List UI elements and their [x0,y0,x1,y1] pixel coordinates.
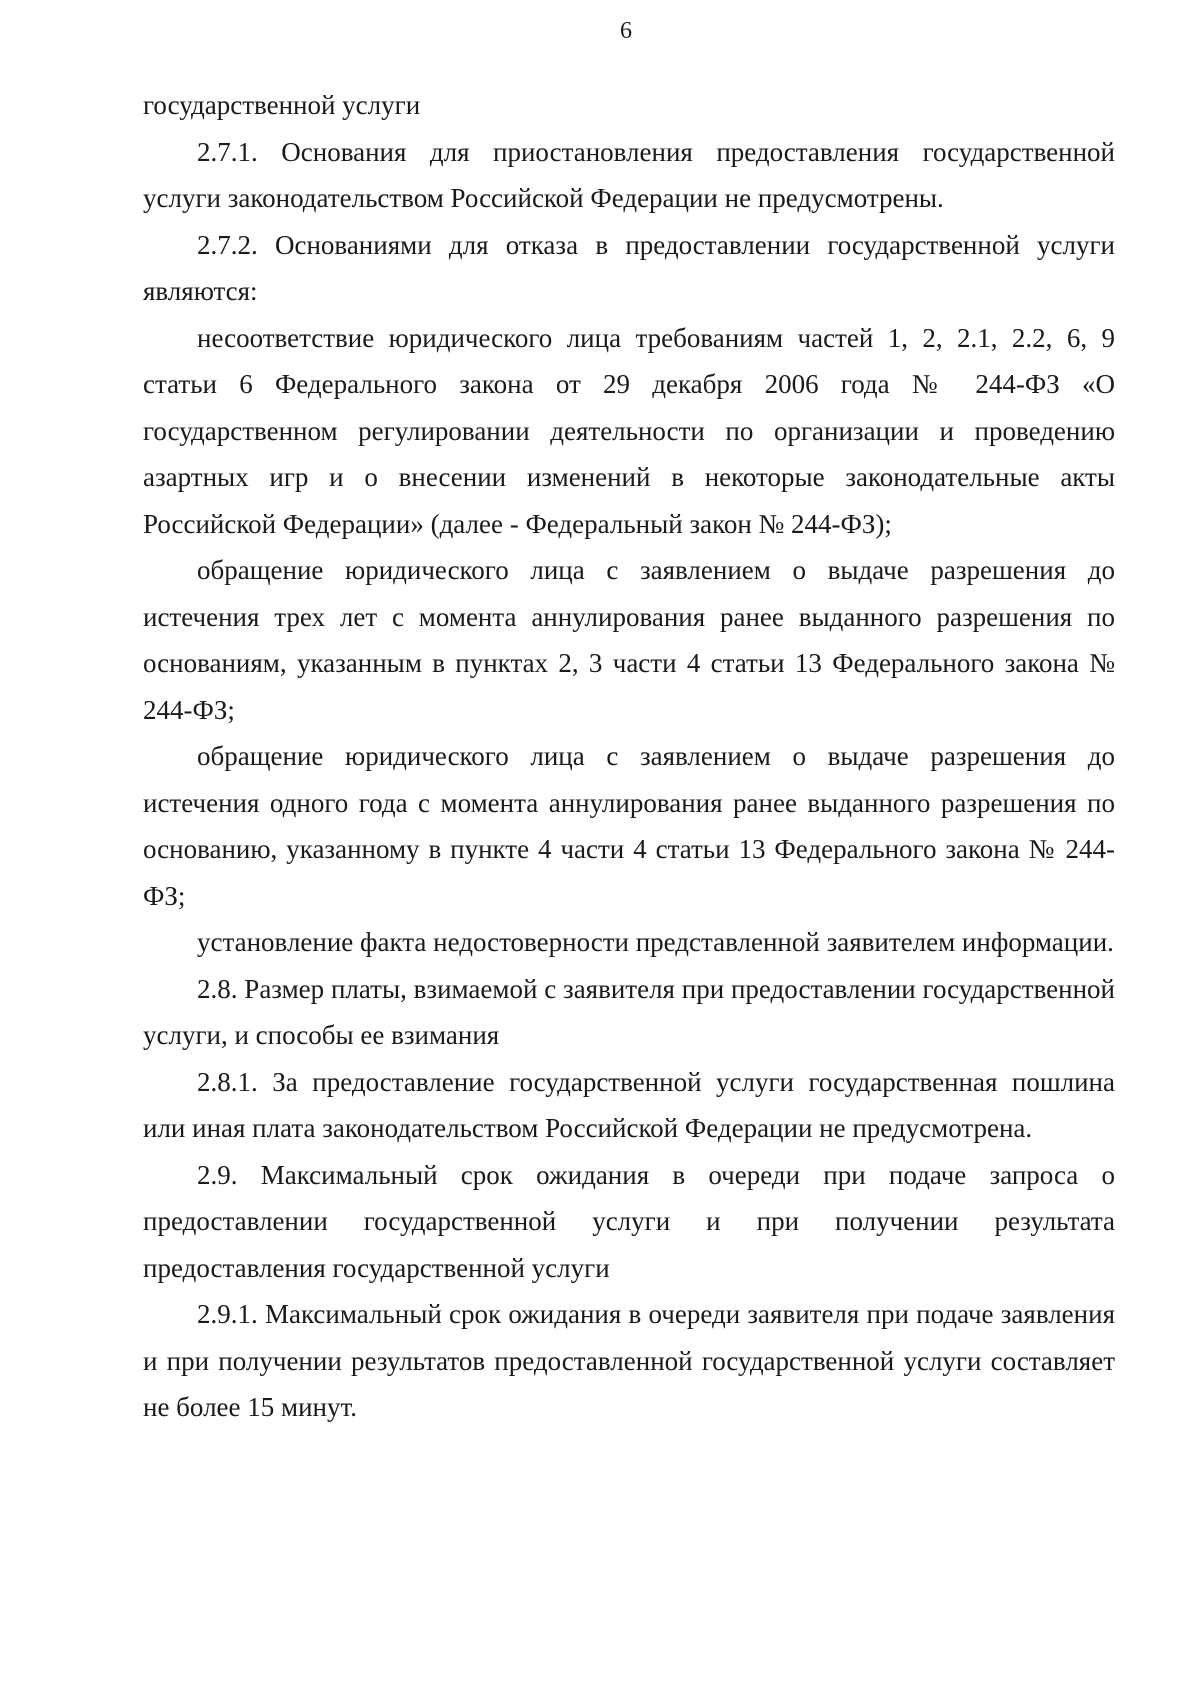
paragraph-2-9: 2.9. Максимальный срок ожидания в очереди при подаче запроса о предоставлении государственной услуги и при получении результата предоставления государственной услуги [143,1159,1115,1283]
paragraph-heading-continuation: государственной услуги [143,90,421,120]
paragraph-refusal-ground-4: установление факта недостоверности представленной заявителем информации. [197,927,1114,957]
paragraph-refusal-ground-3: обращение юридического лица с заявлением о выдаче разрешения до истечения одного года с момента аннулирования ранее выданного разрешения по основанию, указанному в пункте 4 части 4 статьи 13 Федерального закона № 244-ФЗ; [143,741,1115,911]
paragraph-2-8-1: 2.8.1. За предоставление государственной услуги государственная пошлина или иная плата законодательством Российской Федерации не предусмотрена. [143,1066,1115,1143]
page-number: 6 [620,18,632,44]
paragraph-2-7-1: 2.7.1. Основания для приостановления предоставления государственной услуги законодательством Российской Федерации не предусмотрены. [143,136,1115,213]
paragraph-refusal-ground-2: обращение юридического лица с заявлением о выдаче разрешения до истечения трех лет с момента аннулирования ранее выданного разрешения по основаниям, указанным в пунктах 2, 3 части 4 статьи 13 Федерального закона № 244-ФЗ; [143,555,1115,725]
document-body [143,82,1115,1431]
paragraph-2-7-2: 2.7.2. Основаниями для отказа в предоставлении государственной услуги являются: [143,229,1115,306]
paragraph-2-9-1: 2.9.1. Максимальный срок ожидания в очереди заявителя при подаче заявления и при получении результатов предоставленной государственной услуги составляет не более 15 минут. [143,1299,1115,1422]
paragraph-refusal-ground-1: несоответствие юридического лица требованиям частей 1, 2, 2.1, 2.2, 6, 9 статьи 6 Федерального закона от 29 декабря 2006 года № 244-ФЗ «О государственном регулировании деятельности по организации и проведению азартных игр и о внесении изменений в некоторые законодательные акты Российской Федерации» (далее - Федеральный закон № 244-ФЗ); [143,322,1115,539]
paragraph-2-8: 2.8. Размер платы, взимаемой с заявителя при предоставлении государственной услуги, и способы ее взимания [143,973,1115,1050]
